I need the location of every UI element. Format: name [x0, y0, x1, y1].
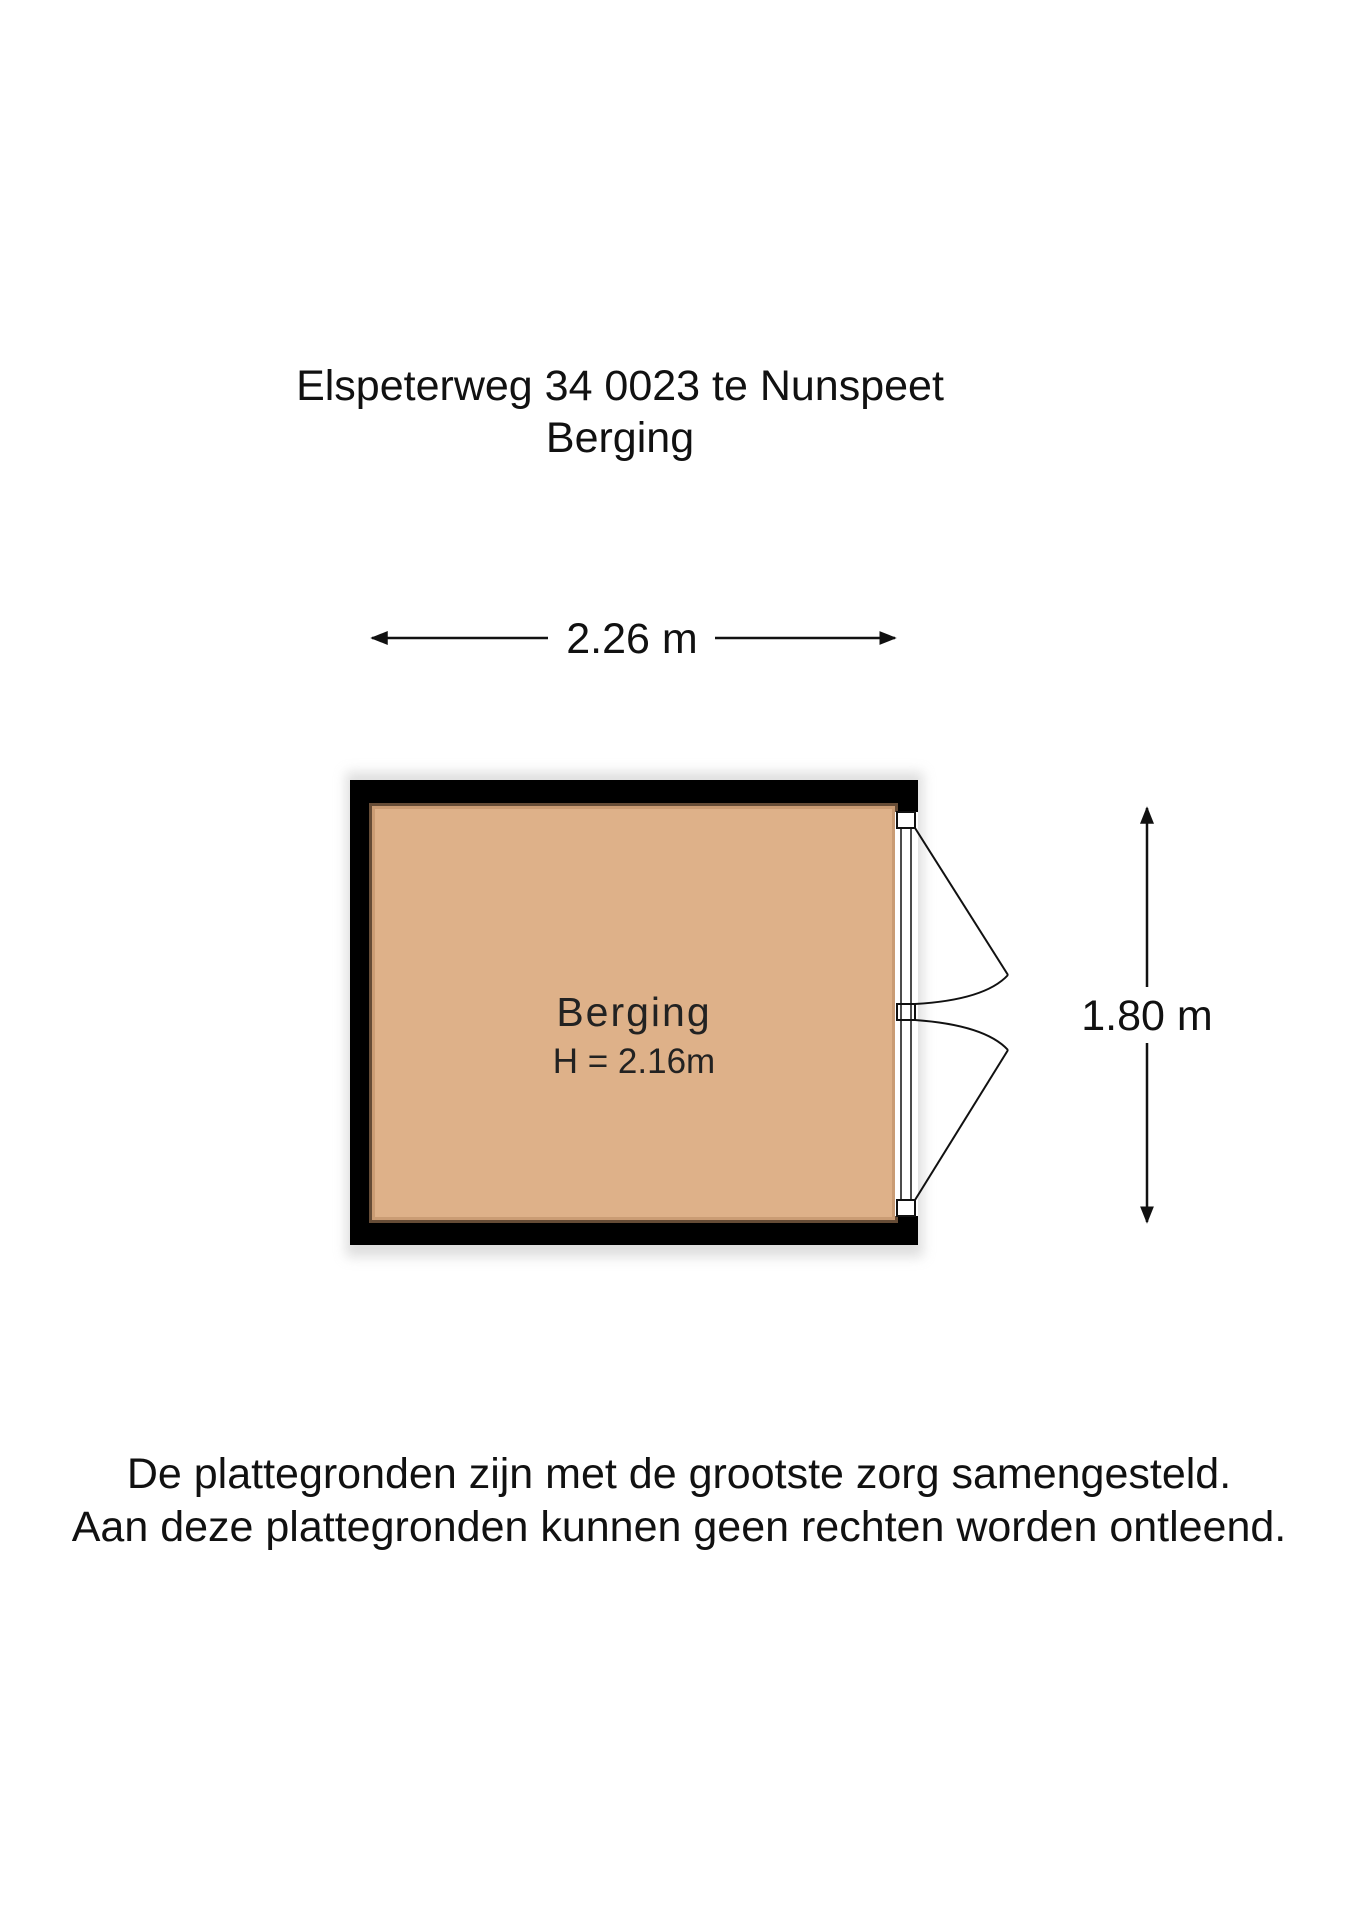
width-dimension — [372, 615, 895, 663]
floor-title: Berging — [545, 414, 695, 462]
door-swing-upper — [915, 828, 1008, 1004]
address-title: Elspeterweg 34 0023 te Nunspeet — [296, 362, 944, 410]
depth-label: 1.80 m — [1081, 992, 1213, 1040]
room-height: H = 2.16m — [552, 1042, 716, 1081]
room-berging — [346, 772, 1008, 1257]
room-name: Berging — [556, 989, 712, 1035]
disclaimer-line-1: De plattegronden zijn met de grootste zorg samengesteld. — [126, 1450, 1232, 1498]
disclaimer — [0, 1448, 1358, 1554]
disclaimer-line-2: Aan deze plattegronden kunnen geen rechten worden ontleend. — [71, 1503, 1287, 1551]
depth-dimension — [1081, 808, 1212, 1222]
door-jamb-top — [897, 812, 915, 828]
door-jamb-middle — [897, 1004, 915, 1020]
door-jamb-bottom — [897, 1200, 915, 1216]
width-label: 2.26 m — [566, 615, 698, 663]
door-swing-lower — [915, 1020, 1008, 1200]
